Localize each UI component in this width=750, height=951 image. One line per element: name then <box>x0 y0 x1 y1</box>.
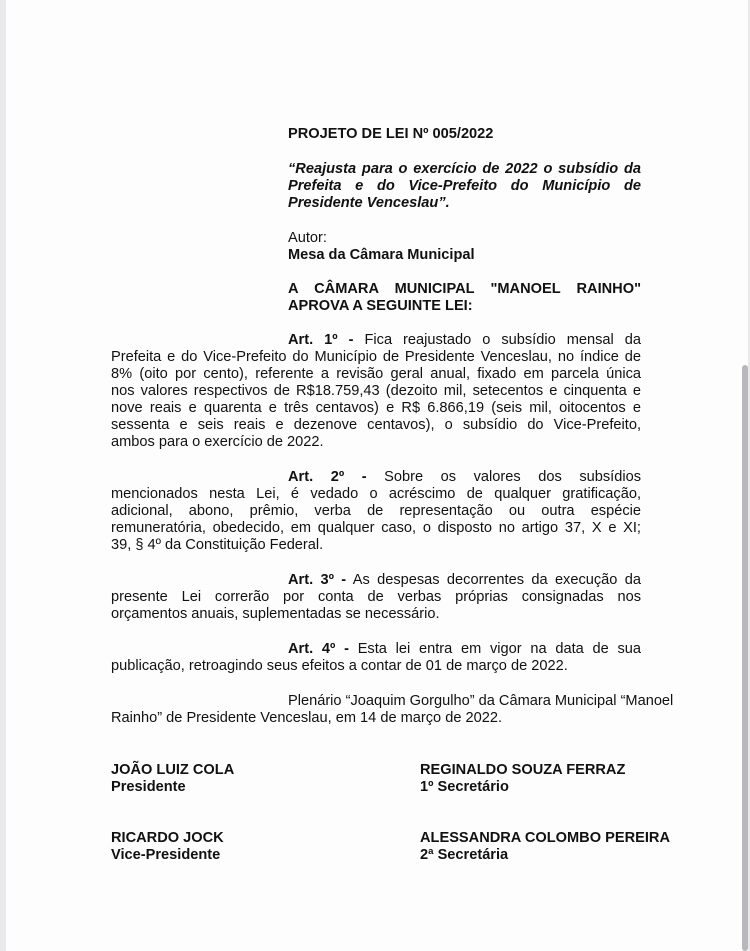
signatory-role: Vice-Presidente <box>111 847 221 863</box>
signature-second-secretary <box>420 830 670 864</box>
author-label: Autor: <box>288 230 327 246</box>
signatory-name: RICARDO JOCK <box>111 830 224 846</box>
closing-place-date: Plenário “Joaquim Gorgulho” da Câmara Municipal “Manoel Rainho” de Presidente Venceslau, em 14 de março de 2022. <box>111 693 674 726</box>
article-1: Art. 1º - Fica reajustado o subsídio mensal da Prefeita e do Vice-Prefeito do Município de Presidente Venceslau, no índice de 8% (oito por cento), referente a revisão geral anual, fixado em parcela única nos valores respectivos de R$18.759,43 (dezoito mil, setecentos e cinquenta e nove reais e quarenta e três centavos) e R$ 6.866,19 (seis mil, oitocentos e sessenta e seis reais e dezenove centavos), o subsídio do Vice-Prefeito, ambos para o exercício de 2022. <box>111 332 641 450</box>
author: Mesa da Câmara Municipal <box>288 247 475 263</box>
article-label: Art. 3º - <box>288 572 347 588</box>
article-first-line: Art. 2º - Sobre os valores dos subsídios <box>288 469 641 485</box>
ementa-line: “Reajusta para o exercício de 2022 o subsídio da <box>288 161 641 177</box>
article-4: Art. 4º - Esta lei entra em vigor na data de sua publicação, retroagindo seus efeitos a contar de 01 de março de 2022. <box>111 641 641 674</box>
ementa-line: Presidente Venceslau”. <box>288 195 450 211</box>
signatory-name: REGINALDO SOUZA FERRAZ <box>420 762 626 778</box>
signature-first-secretary <box>420 762 625 796</box>
article-3: Art. 3º - As despesas decorrentes da execução da presente Lei correrão por conta de verbas próprias consignadas nos orçamentos anuais, suplementadas se necessário. <box>111 572 642 622</box>
signatory-name: JOÃO LUIZ COLA <box>111 762 235 778</box>
approval-clause <box>288 281 641 315</box>
approval-line: APROVA A SEGUINTE LEI: <box>288 298 473 314</box>
signature-vice-president <box>111 830 224 864</box>
approval-line: A CÂMARA MUNICIPAL "MANOEL RAINHO" <box>288 281 641 297</box>
article-first-line: Art. 3º - As despesas decorrentes da execução da <box>288 572 642 588</box>
article-first-line: Art. 1º - Fica reajustado o subsídio mensal da <box>288 332 641 348</box>
article-label: Art. 4º - <box>288 641 349 657</box>
signatory-role: 1º Secretário <box>420 779 509 795</box>
signatory-role: Presidente <box>111 779 186 795</box>
ementa <box>288 161 641 212</box>
signatory-name: ALESSANDRA COLOMBO PEREIRA <box>420 830 670 846</box>
signature-president <box>111 762 234 796</box>
article-label: Art. 2º - <box>288 469 367 485</box>
article-first-line: Art. 4º - Esta lei entra em vigor na data de sua <box>288 641 641 657</box>
ementa-line: Prefeita e do Vice-Prefeito do Município de <box>288 178 641 194</box>
article-label: Art. 1º - <box>288 332 354 348</box>
article-2: Art. 2º - Sobre os valores dos subsídios mencionados nesta Lei, é vedado o acréscimo de qualquer gratificação, adicional, abono, prêmio, verba de representação ou outra espécie remuneratória, obedecido, em qualquer caso, o disposto no artigo 37, X e XI; 39, § 4º da Constituição Federal. <box>111 469 641 553</box>
document-page <box>6 0 748 951</box>
document-title: PROJETO DE LEI Nº 005/2022 <box>288 126 494 142</box>
scrollbar[interactable] <box>742 365 748 951</box>
signatory-role: 2ª Secretária <box>420 847 509 863</box>
